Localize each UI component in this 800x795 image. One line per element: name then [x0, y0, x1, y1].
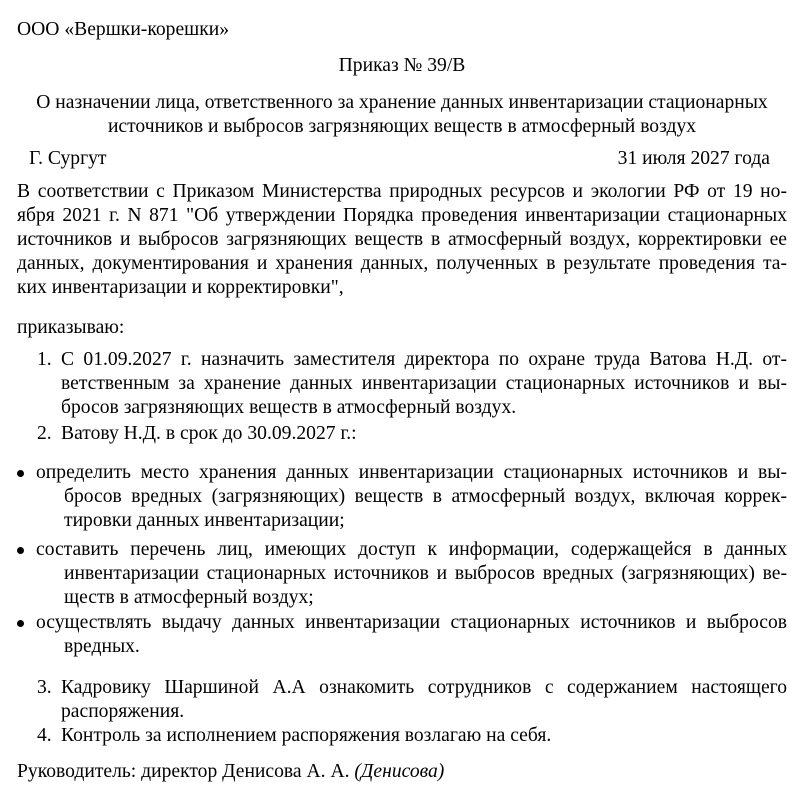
item-number: 1. [37, 349, 52, 370]
handwritten-signature: (Денисова) [354, 761, 445, 782]
basis-line: В соответствии с Приказом Министерства природных ресурсов и экологии РФ от 19 но- [17, 181, 787, 202]
basis-line: ября 2021 г. N 871 "Об утверждении Порядка проведения инвентаризации стационарных [17, 205, 787, 226]
legal-basis-paragraph [17, 180, 787, 300]
item-line: ветственным за хранение данных инвентаризации стационарных источников и вы- [61, 373, 787, 394]
bullet-line: бросов вредных (загрязняющих) веществ в атмосферный воздух, включая коррек- [64, 486, 787, 507]
basis-line: данных, документирования и хранения данных, полученных в результате проведения та- [17, 253, 787, 274]
list-item [37, 348, 787, 420]
item-line: С 01.09.2027 г. назначить заместителя директора по охране труда Ватова Н.Д. от- [61, 349, 787, 370]
subject-line: источников и выбросов загрязняющих веществ в атмосферный воздух [107, 116, 697, 137]
basis-line: источников и выбросов загрязняющих веществ в атмосферный воздух, корректировки ее [17, 229, 787, 250]
signature-text: Руководитель: директор Денисова А. А. [17, 761, 350, 782]
item-number: 3. [37, 677, 52, 698]
bullet-item [17, 538, 787, 610]
bullet-line: определить место хранения данных инвентаризации стационарных источников и вы- [36, 462, 787, 483]
order-subject [17, 91, 787, 139]
list-item [37, 724, 787, 748]
order-word: приказываю: [17, 317, 125, 338]
order-date: 31 июля 2027 года [617, 148, 770, 169]
bullet-icon [17, 620, 24, 627]
signature-line [17, 760, 444, 784]
item-line: бросов загрязняющих веществ в атмосферный воздух. [61, 397, 517, 418]
bullet-item [17, 461, 787, 533]
bullet-line: осуществлять выдачу данных инвентаризации стационарных источников и выбросов [36, 612, 787, 633]
item-line: Кадровику Шаршиной А.А ознакомить сотрудников с содержанием настоящего [61, 677, 787, 698]
list-item [37, 676, 787, 724]
bullet-line: вредных. [64, 636, 140, 657]
bullet-line: тировки данных инвентаризации; [64, 510, 345, 531]
basis-line: ких инвентаризации и корректировки", [17, 277, 344, 298]
item-line: распоряжения. [61, 701, 185, 722]
city: Г. Сургут [29, 148, 107, 169]
order-title: Приказ № 39/В [338, 55, 466, 76]
item-line: Контроль за исполнением распоряжения возлагаю на себя. [61, 725, 552, 746]
item-line: Ватову Н.Д. в срок до 30.09.2027 г.: [61, 423, 357, 444]
item-number: 2. [37, 423, 52, 444]
bullet-icon [17, 547, 24, 554]
bullet-line: ществ в атмосферный воздух; [64, 587, 314, 608]
subject-line: О назначении лица, ответственного за хранение данных инвентаризации стационарных [36, 92, 768, 113]
bullet-line: составить перечень лиц, имеющих доступ к информации, содержащейся в данных [36, 539, 787, 560]
list-item [37, 422, 787, 446]
bullet-item [17, 611, 787, 659]
bullet-icon [17, 470, 24, 477]
item-number: 4. [37, 725, 52, 746]
bullet-line: инвентаризации стационарных источников и выбросов вредных (загрязняющих) ве- [64, 563, 787, 584]
organization-name: ООО «Вершки-корешки» [17, 19, 230, 40]
